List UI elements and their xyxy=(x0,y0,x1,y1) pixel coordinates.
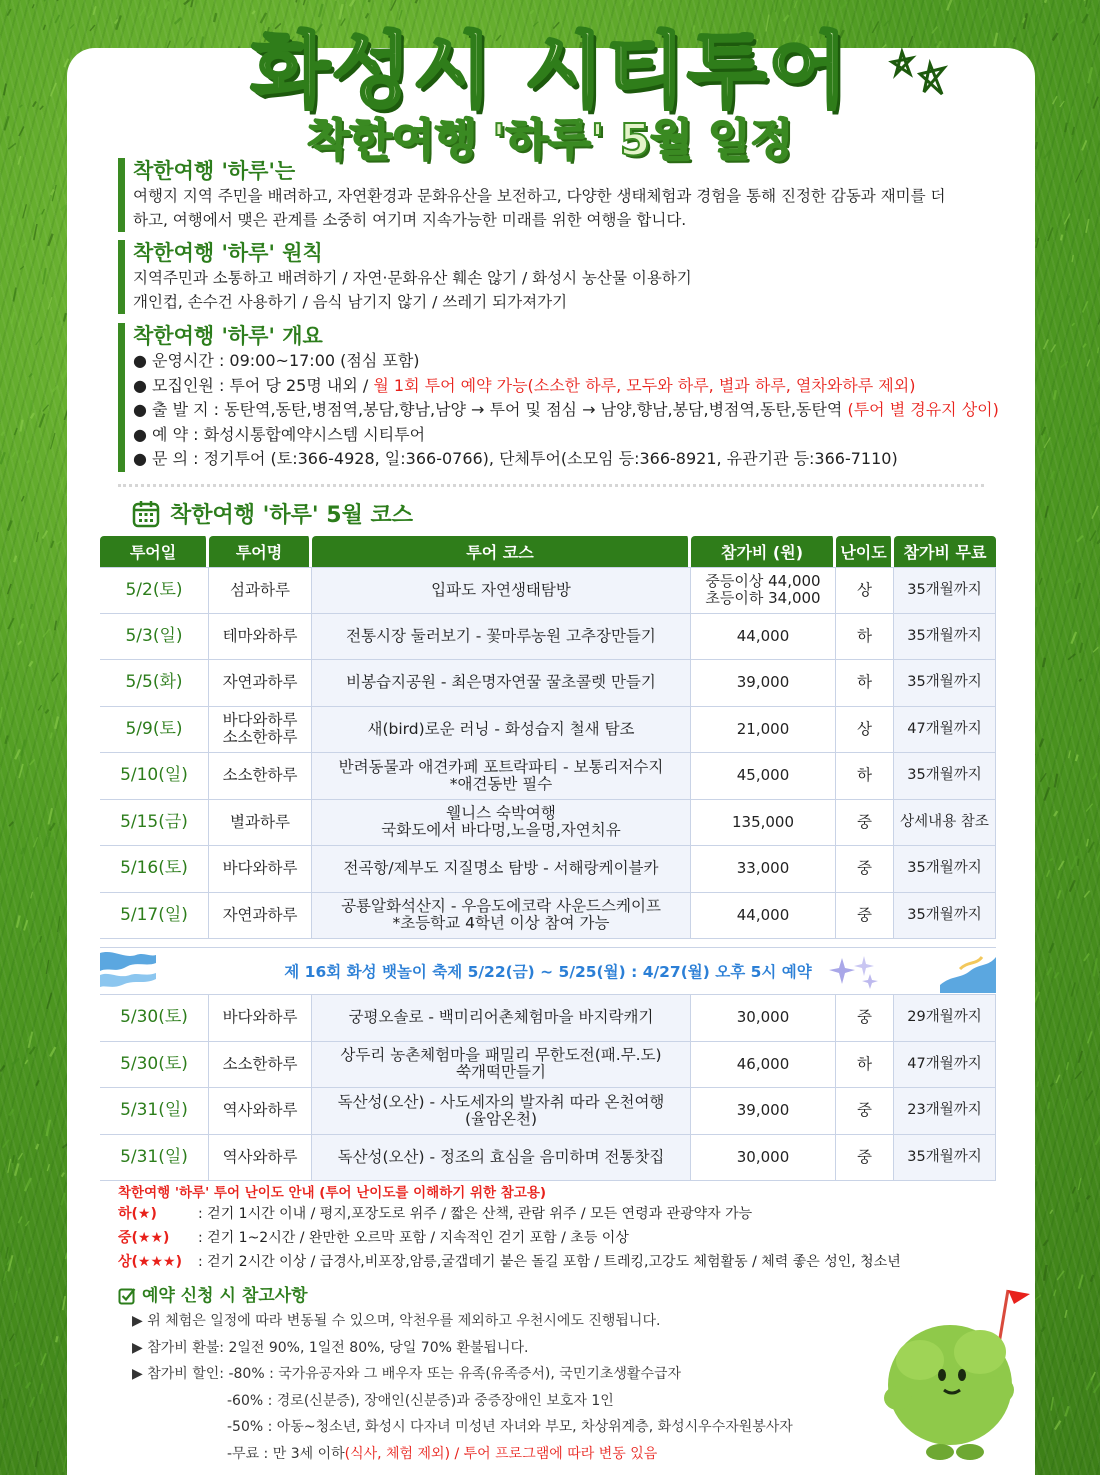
difficulty-low: 하(★) : 걷기 1시간 이내 / 평지,포장도로 위주 / 짧은 산책, 관람 위주 / 모든 연령과 관광약자 가능 xyxy=(118,1206,753,1222)
tour-fee-text: 39,000 xyxy=(736,673,790,692)
difficulty-guide xyxy=(118,1184,901,1274)
tour-level xyxy=(836,995,894,1042)
tour-fee xyxy=(691,893,836,940)
tour-level-text: 하 xyxy=(857,766,872,785)
tour-date-text: 5/31(일) xyxy=(120,1146,188,1167)
tour-course xyxy=(312,614,691,661)
page-title: 화성시 시티투어 xyxy=(250,24,850,119)
tour-name-text: 자연과하루 xyxy=(222,905,298,924)
table-row xyxy=(100,1135,996,1182)
tour-free-age-text: 35개월까지 xyxy=(907,860,982,877)
tour-fee-text: 초등이하 34,000 xyxy=(705,589,821,608)
tour-course-text: 웰니스 숙박여행 xyxy=(446,804,556,823)
difficulty-mid: 중(★★) : 걷기 1~2시간 / 완만한 오르막 포함 / 지속적인 걷기 포함 / 초등 이상 xyxy=(118,1230,629,1246)
tour-date xyxy=(100,707,209,754)
tour-name-text: 소소한하루 xyxy=(222,1054,298,1073)
table-row xyxy=(100,1042,996,1089)
tour-date-text: 5/2(토) xyxy=(125,579,183,600)
tour-level xyxy=(836,707,894,754)
water-wave-icon xyxy=(940,949,996,993)
departure-note: (투어 별 경유지 상이) xyxy=(847,400,999,419)
tour-date-text: 5/3(일) xyxy=(125,625,183,646)
tour-date xyxy=(100,1042,209,1089)
tour-course-text: 독산성(오산) - 정조의 효심을 음미하며 전통찻집 xyxy=(337,1147,665,1166)
tour-free-age-text: 35개월까지 xyxy=(907,627,982,644)
tour-fee xyxy=(691,1135,836,1182)
tour-course xyxy=(312,567,691,614)
tour-name-text: 역사와하루 xyxy=(222,1101,298,1120)
table-row xyxy=(100,614,996,661)
schedule-table xyxy=(100,536,996,939)
tour-date xyxy=(100,614,209,661)
tour-level xyxy=(836,753,894,800)
tour-name-text: 소소한하루 xyxy=(222,766,298,785)
note-discount: ▶ 참가비 할인: -80% : 국가유공자와 그 배우자 또는 유족(유족증서), 국민기초생활수급자 xyxy=(132,1366,682,1382)
principles-line-2: 개인컵, 손수건 사용하기 / 음식 남기지 않기 / 쓰레기 되가져가기 xyxy=(133,293,568,311)
tour-course-text: 공룡알화석산지 - 우음도에코락 사운드스케이프 xyxy=(341,897,661,916)
tour-level xyxy=(836,1088,894,1135)
note-discount-50: -50% : 아동~청소년, 화성시 다자녀 미성년 자녀와 부모, 차상위계층, 화성시우수자원봉사자 xyxy=(227,1419,793,1435)
overview-hours: ● 운영시간 : 09:00~17:00 (점심 포함) xyxy=(133,351,420,370)
tour-name-text: 소소한하루 xyxy=(222,728,298,747)
tour-fee-text: 44,000 xyxy=(736,626,790,645)
tour-fee xyxy=(691,660,836,707)
sparkle-stars-icon xyxy=(828,954,884,990)
tour-level xyxy=(836,800,894,847)
tour-course-text: 독산성(오산) - 사도세자의 발자취 따라 온천여행 xyxy=(337,1092,665,1111)
tour-free-age xyxy=(894,846,996,893)
tour-fee-text: 45,000 xyxy=(736,766,790,785)
tour-name xyxy=(209,707,312,754)
tour-name xyxy=(209,753,312,800)
tour-fee xyxy=(691,1042,836,1089)
dotted-divider xyxy=(118,484,984,487)
tour-level xyxy=(836,660,894,707)
tour-free-age-text: 35개월까지 xyxy=(907,581,982,598)
tour-date-text: 5/10(일) xyxy=(120,765,188,786)
tour-free-age-text: 상세내용 참조 xyxy=(900,813,989,830)
tour-fee-text: 33,000 xyxy=(736,859,790,878)
tour-course-text: 궁평오솔로 - 백미리어촌체험마을 바지락캐기 xyxy=(348,1008,654,1027)
tour-course xyxy=(312,1042,691,1089)
table-row xyxy=(100,1088,996,1135)
tour-fee xyxy=(691,1088,836,1135)
tour-level-text: 중 xyxy=(857,1008,872,1027)
intro-line-2: 하고, 여행에서 맺은 관계를 소중히 여기며 지속가능한 미래를 위한 여행을 합니다. xyxy=(133,211,687,229)
table-row xyxy=(100,800,996,847)
overview-heading: 착한여행 '하루' 개요 xyxy=(133,324,323,348)
principles-line-1: 지역주민과 소통하고 배려하기 / 자연·문화유산 훼손 않기 / 화성시 농산물 이용하기 xyxy=(133,269,692,287)
tour-date xyxy=(100,995,209,1042)
tour-name xyxy=(209,995,312,1042)
tour-course xyxy=(312,1135,691,1182)
tour-level-text: 하 xyxy=(857,673,872,692)
overview-recruit: ● 모집인원 : 투어 당 25명 내외 / 월 1회 투어 예약 가능(소소한 하루, 모두와 하루, 별과 하루, 열차와하루 제외) xyxy=(133,375,916,395)
tour-name-text: 바다와하루 xyxy=(222,859,298,878)
tour-date xyxy=(100,800,209,847)
table-row xyxy=(100,753,996,800)
difficulty-heading: 착한여행 '하루' 투어 난이도 안내 (투어 난이도를 이해하기 위한 참고용) xyxy=(118,1185,547,1201)
principles-heading: 착한여행 '하루' 원칙 xyxy=(133,241,323,265)
tour-free-age xyxy=(894,1088,996,1135)
tour-course xyxy=(312,1088,691,1135)
note-discount-60: -60% : 경로(신분증), 장애인(신분증)과 중증장애인 보호자 1인 xyxy=(227,1392,614,1409)
tour-course xyxy=(312,753,691,800)
tour-free-age-text: 35개월까지 xyxy=(907,674,982,691)
tour-course xyxy=(312,893,691,940)
tour-free-age xyxy=(894,1135,996,1182)
tour-date xyxy=(100,660,209,707)
green-mascot-icon xyxy=(880,1280,1040,1470)
col-header-name: 투어명 xyxy=(209,536,312,567)
checkbox-icon xyxy=(118,1287,136,1305)
tour-level xyxy=(836,614,894,661)
tour-course-text: 국화도에서 바다멍,노을멍,자연치유 xyxy=(381,821,621,840)
tour-name xyxy=(209,660,312,707)
tour-course-text: 반려동물과 애견카페 포트락파티 - 보통리저수지 xyxy=(338,757,664,776)
tour-fee xyxy=(691,567,836,614)
note-free: -무료 : 만 3세 이하(식사, 체험 제외) / 투어 프로그램에 따라 변동 있음 xyxy=(227,1445,658,1462)
tour-free-age-text: 35개월까지 xyxy=(907,767,982,784)
tour-course-text: 전통시장 둘러보기 - 꽃마루농원 고추장만들기 xyxy=(346,626,656,645)
tour-course-text: 쑥개떡만들기 xyxy=(456,1063,546,1082)
tour-fee xyxy=(691,753,836,800)
table-row xyxy=(100,995,996,1042)
tour-date xyxy=(100,1088,209,1135)
tour-free-age xyxy=(894,800,996,847)
tour-date-text: 5/30(토) xyxy=(120,1007,188,1028)
tour-free-age xyxy=(894,753,996,800)
tour-course-text: 입파도 자연생태탐방 xyxy=(431,580,571,599)
principles-section xyxy=(118,240,692,314)
tour-name xyxy=(209,846,312,893)
tour-name-text: 바다와하루 xyxy=(222,1008,298,1027)
tour-fee xyxy=(691,800,836,847)
tour-date-text: 5/30(토) xyxy=(120,1053,188,1074)
page-subtitle: 착한여행 '하루' 5월 일정 xyxy=(306,115,794,166)
tour-fee-text: 21,000 xyxy=(736,719,790,738)
tour-date-text: 5/15(금) xyxy=(120,811,188,832)
tour-fee xyxy=(691,707,836,754)
tour-fee xyxy=(691,846,836,893)
tour-fee-text: 중등이상 44,000 xyxy=(705,572,821,591)
tour-level xyxy=(836,846,894,893)
tour-date-text: 5/31(일) xyxy=(120,1100,188,1121)
table-row xyxy=(100,707,996,754)
tour-date-text: 5/5(화) xyxy=(125,672,183,693)
tour-free-age-text: 23개월까지 xyxy=(907,1102,982,1119)
note-refund: ▶ 참가비 환불: 2일전 90%, 1일전 80%, 당일 70% 환불됩니다. xyxy=(132,1339,529,1356)
tour-free-age-text: 29개월까지 xyxy=(907,1009,982,1026)
intro-section xyxy=(118,158,946,232)
tour-free-age-text: 35개월까지 xyxy=(907,906,982,923)
difficulty-high: 상(★★★) : 걷기 2시간 이상 / 급경사,비포장,암릉,굴갭데기 붙은 돌길 포함 / 트레킹,고강도 체험활동 / 체력 좋은 성인, 청소년 xyxy=(118,1254,901,1270)
col-header-free: 참가비 무료 xyxy=(894,536,996,567)
tour-fee-text: 135,000 xyxy=(731,812,795,831)
notes-heading: 예약 신청 시 참고사항 xyxy=(118,1284,793,1308)
tour-level xyxy=(836,1135,894,1182)
tour-fee xyxy=(691,995,836,1042)
tour-course-text: 전곡항/제부도 지질명소 탐방 - 서해랑케이블카 xyxy=(343,859,659,878)
tour-date-text: 5/16(토) xyxy=(120,858,188,879)
tour-date-text: 5/17(일) xyxy=(120,904,188,925)
overview-reservation: ● 예 약 : 화성시통합예약시스템 시티투어 xyxy=(133,424,426,444)
festival-text: 제 16회 화성 뱃놀이 축제 5/22(금) ~ 5/25(월) : 4/27(월) 오후 5시 예약 xyxy=(284,963,812,981)
tour-level-text: 하 xyxy=(857,1054,872,1073)
tour-level-text: 중 xyxy=(857,905,872,924)
tour-name xyxy=(209,893,312,940)
calendar-icon xyxy=(132,500,160,528)
tour-date xyxy=(100,1135,209,1182)
course-section-heading xyxy=(132,498,413,529)
tour-course xyxy=(312,800,691,847)
col-header-fee: 참가비 (원) xyxy=(691,536,836,567)
tour-course xyxy=(312,846,691,893)
tour-level-text: 하 xyxy=(857,626,872,645)
table-row xyxy=(100,660,996,707)
tour-course-text: 상두리 농촌체험마을 패밀리 무한도전(패.무.도) xyxy=(340,1046,662,1065)
note-weather: ▶ 위 체험은 일정에 따라 변동될 수 있으며, 악천우를 제외하고 우천시에도 진행됩니다. xyxy=(132,1313,661,1329)
tour-name-text: 바다와하루 xyxy=(222,711,298,730)
tour-course-text: *애견동반 필수 xyxy=(449,774,553,793)
tour-name xyxy=(209,614,312,661)
reservation-notes xyxy=(118,1284,793,1467)
tour-free-age xyxy=(894,614,996,661)
tour-course-text: 비봉습지공원 - 최은명자연꿀 꿀초콜렛 만들기 xyxy=(346,673,656,692)
tour-free-age xyxy=(894,567,996,614)
tour-course xyxy=(312,995,691,1042)
tour-free-age-text: 47개월까지 xyxy=(907,720,982,737)
col-header-course: 투어 코스 xyxy=(312,536,691,567)
col-header-level: 난이도 xyxy=(836,536,894,567)
overview-inquiry: ● 문 의 : 정기투어 (토:366-4928, 일:366-0766), 단체투어(소모임 등:366-8921, 유관기관 등:366-7110) xyxy=(133,449,898,468)
tour-course-text: 새(bird)로운 러닝 - 화성습지 철새 탐조 xyxy=(367,719,635,738)
tour-course-text: *초등학교 4학년 이상 참여 가능 xyxy=(392,914,610,933)
tour-level-text: 상 xyxy=(857,719,872,738)
tour-fee-text: 44,000 xyxy=(736,905,790,924)
col-header-date: 투어일 xyxy=(100,536,209,567)
tour-date xyxy=(100,893,209,940)
tour-level-text: 중 xyxy=(857,859,872,878)
tour-free-age xyxy=(894,893,996,940)
tour-level-text: 중 xyxy=(857,1101,872,1120)
table-row xyxy=(100,893,996,940)
tour-fee-text: 30,000 xyxy=(736,1147,790,1166)
tour-free-age xyxy=(894,995,996,1042)
tour-name-text: 자연과하루 xyxy=(222,673,298,692)
tour-free-age xyxy=(894,707,996,754)
tour-free-age xyxy=(894,1042,996,1089)
water-wave-icon xyxy=(100,949,156,993)
schedule-table-lower xyxy=(100,995,996,1181)
tour-name xyxy=(209,1088,312,1135)
tour-level-text: 상 xyxy=(857,580,872,599)
intro-line-1: 여행지 지역 주민을 배려하고, 자연환경과 문화유산을 보전하고, 다양한 생태체험과 경험을 통해 진정한 감동과 재미를 더 xyxy=(133,187,946,205)
tour-free-age-text: 47개월까지 xyxy=(907,1055,982,1072)
course-section-title: 착한여행 '하루' 5월 코스 xyxy=(170,503,414,528)
tour-level xyxy=(836,893,894,940)
intro-heading: 착한여행 '하루'는 xyxy=(133,159,296,183)
recruit-note: 월 1회 투어 예약 가능(소소한 하루, 모두와 하루, 별과 하루, 열차와하루 제외) xyxy=(373,375,916,395)
tour-fee-text: 46,000 xyxy=(736,1054,790,1073)
overview-section xyxy=(118,323,999,472)
tour-free-age xyxy=(894,660,996,707)
tour-level xyxy=(836,567,894,614)
tour-name-text: 별과하루 xyxy=(230,812,290,831)
tour-name xyxy=(209,800,312,847)
table-row xyxy=(100,567,996,614)
tour-date-text: 5/9(토) xyxy=(125,718,183,739)
tour-name-text: 테마와하루 xyxy=(222,626,298,645)
tour-level xyxy=(836,1042,894,1089)
tour-name xyxy=(209,1135,312,1182)
table-row xyxy=(100,846,996,893)
tour-fee-text: 30,000 xyxy=(736,1008,790,1027)
tour-fee xyxy=(691,614,836,661)
tour-name-text: 역사와하루 xyxy=(222,1147,298,1166)
tour-date xyxy=(100,567,209,614)
tour-name-text: 섬과하루 xyxy=(230,580,290,599)
tour-fee-text: 39,000 xyxy=(736,1101,790,1120)
tour-name xyxy=(209,1042,312,1089)
tour-free-age-text: 35개월까지 xyxy=(907,1148,982,1165)
tour-date xyxy=(100,846,209,893)
tour-level-text: 중 xyxy=(857,812,872,831)
overview-departure: ● 출 발 지 : 동탄역,동탄,병점역,봉담,향남,남양 → 투어 및 점심 → 남양,향남,봉담,병점역,동탄,동탄역 (투어 별 경유지 상이) xyxy=(133,400,999,419)
tour-level-text: 중 xyxy=(857,1147,872,1166)
star-doodle-icon xyxy=(880,44,950,104)
tour-name xyxy=(209,567,312,614)
tour-date xyxy=(100,753,209,800)
tour-course xyxy=(312,707,691,754)
tour-course xyxy=(312,660,691,707)
table-header-row xyxy=(100,536,996,567)
tour-course-text: (율암온천) xyxy=(465,1109,537,1128)
